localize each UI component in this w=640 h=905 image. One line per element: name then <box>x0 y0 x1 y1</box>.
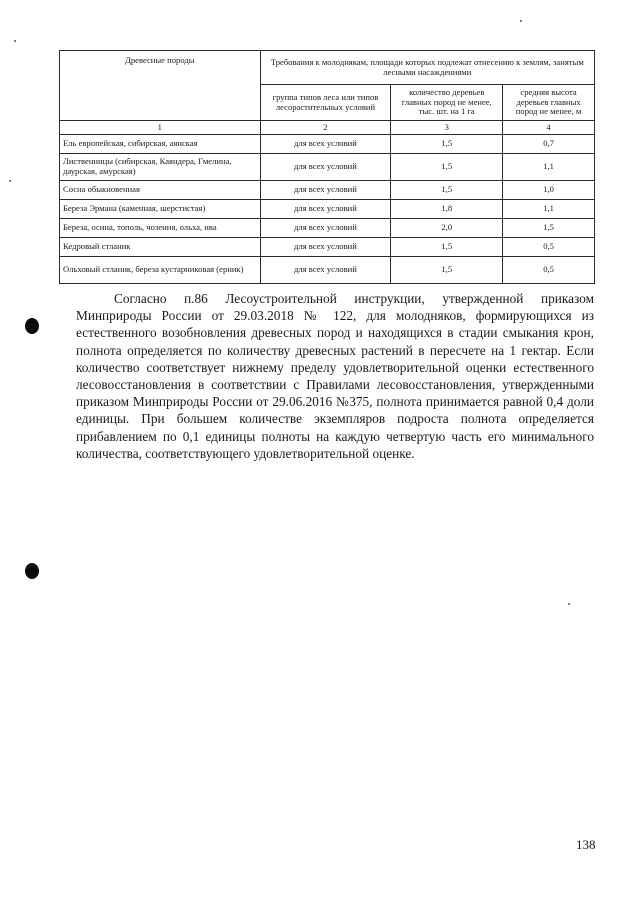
table-row <box>60 181 595 200</box>
table-row <box>60 154 595 181</box>
scan-speck <box>568 603 570 605</box>
condition-cell: для всех условий <box>260 181 391 200</box>
height-cell: 1,1 <box>503 154 595 181</box>
column-numbers-row <box>60 121 595 135</box>
body-paragraph: Согласно п.86 Лесоустроительной инструкции, утвержденной приказом Минприроды России от 29.03.2018 № 122, для молодняков, формирующихся из естественного возобновления древесных пород и находящихся в стадии смыкания крон, полнота определяется по количеству древесных растений в пересчете на 1 гектар. Если количество соответствует нижнему пределу удовлетворительной оценки естественного лесовосстановления в соответствии с Правилами лесовосстановления, утвержденными приказом Минприроды России от 29.06.2016 №375, полнота принимается равной 0,4 доли единицы. При большем количестве экземпляров подроста полнота определяется прибавлением по 0,1 единицы полноты на каждую четвертую часть его минимального количества, соответствующего удовлетворительной оценке. <box>76 291 594 461</box>
species-cell: Ольховый стланик, береза кустарниковая (ерник) <box>60 257 261 284</box>
condition-cell: для всех условий <box>260 238 391 257</box>
page-number: 138 <box>576 837 596 852</box>
condition-cell: для всех условий <box>260 154 391 181</box>
species-cell: Лиственницы (сибирская, Каяндера, Гмелина, даурская, амурская) <box>60 154 261 181</box>
header-tree-count: количество деревьев главных пород не менее, тыс. шт. на 1 га <box>391 85 503 121</box>
count-cell: 1,8 <box>391 200 503 219</box>
column-number: 3 <box>391 121 503 135</box>
count-cell: 2,0 <box>391 219 503 238</box>
height-cell: 1,1 <box>503 200 595 219</box>
count-cell: 1,5 <box>391 135 503 154</box>
species-cell: Ель европейская, сибирская, аянская <box>60 135 261 154</box>
column-number: 4 <box>503 121 595 135</box>
count-cell: 1,5 <box>391 257 503 284</box>
condition-cell: для всех условий <box>260 257 391 284</box>
table-row <box>60 219 595 238</box>
header-species: Древесные породы <box>60 51 261 121</box>
species-cell: Береза, осина, тополь, чозения, ольха, ива <box>60 219 261 238</box>
condition-cell: для всех условий <box>260 135 391 154</box>
height-cell: 1,0 <box>503 181 595 200</box>
height-cell: 0,5 <box>503 238 595 257</box>
table-row <box>60 257 595 284</box>
height-cell: 0,7 <box>503 135 595 154</box>
punch-hole <box>25 318 39 334</box>
species-cell: Береза Эрмана (каменная, шерстистая) <box>60 200 261 219</box>
count-cell: 1,5 <box>391 181 503 200</box>
height-cell: 1,5 <box>503 219 595 238</box>
header-avg-height: средняя высота деревьев главных пород не менее, м <box>503 85 595 121</box>
count-cell: 1,5 <box>391 238 503 257</box>
requirements-table <box>59 50 595 284</box>
punch-hole <box>25 563 39 579</box>
column-number: 2 <box>260 121 391 135</box>
condition-cell: для всех условий <box>260 200 391 219</box>
table-row <box>60 135 595 154</box>
species-cell: Кедровый стланик <box>60 238 261 257</box>
table-row <box>60 238 595 257</box>
count-cell: 1,5 <box>391 154 503 181</box>
column-number: 1 <box>60 121 261 135</box>
header-requirements: Требования к молоднякам, площади которых подлежат отнесению к землям, занятым лесными насаждениями <box>260 51 594 85</box>
header-forest-group: группа типов леса или типов лесорастительных условий <box>260 85 391 121</box>
scan-speck <box>14 40 16 42</box>
species-cell: Сосна обыкновенная <box>60 181 261 200</box>
table-row <box>60 200 595 219</box>
height-cell: 0,5 <box>503 257 595 284</box>
scan-speck <box>520 20 522 22</box>
condition-cell: для всех условий <box>260 219 391 238</box>
scan-speck <box>9 180 11 182</box>
